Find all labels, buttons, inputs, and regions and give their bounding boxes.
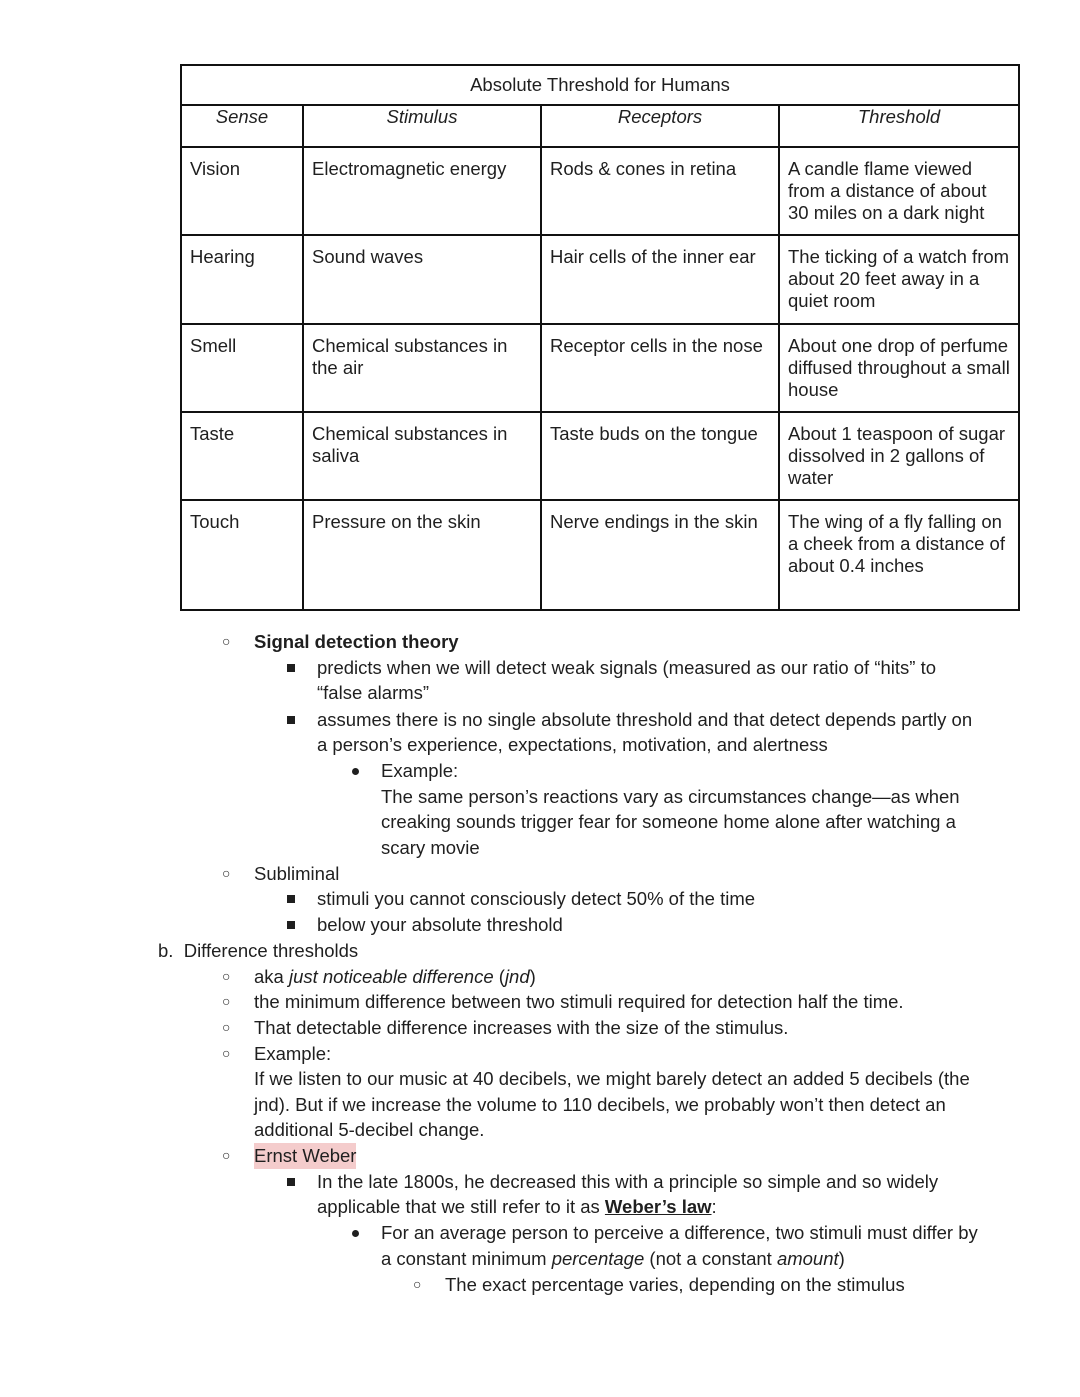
avg-term-amount: amount — [776, 1248, 839, 1269]
hollow-bullet-icon: ○ — [222, 1019, 231, 1035]
subliminal-point1: stimuli you cannot consciously detect 50% of the time — [317, 888, 756, 909]
hollow-bullet-icon: ○ — [413, 1276, 422, 1292]
header-receptors: Receptors — [541, 105, 779, 147]
threshold-cell: About one drop of perfume diffused throughout a small house — [779, 324, 1019, 412]
threshold-cell: About 1 teaspoon of sugar dissolved in 2 gallons of water — [779, 412, 1019, 500]
threshold-cell: The wing of a fly falling on a cheek from a distance of about 0.4 inches — [779, 500, 1019, 610]
sd-point2-line2: a person’s experience, expectations, motivation, and alertness — [317, 734, 828, 755]
hollow-bullet-icon: ○ — [222, 1147, 231, 1163]
header-stimulus: Stimulus — [303, 105, 541, 147]
weber-line2-prefix: applicable that we still refer to it as — [317, 1196, 605, 1217]
sense-cell: Hearing — [181, 235, 303, 324]
avg-term-percentage: percentage — [551, 1248, 645, 1269]
exact-percentage-line: The exact percentage varies, depending on the stimulus — [445, 1274, 905, 1295]
header-sense: Sense — [181, 105, 303, 147]
table-row — [181, 500, 1019, 610]
sd-example-label: Example: — [381, 760, 459, 781]
difference-example-line1: If we listen to our music at 40 decibels, we might barely detect an added 5 decibels (the — [254, 1068, 970, 1089]
sd-example-line1: The same person’s reactions vary as circumstances change—as when — [381, 786, 960, 807]
square-bullet-icon — [287, 921, 295, 929]
receptors-cell: Receptor cells in the nose — [541, 324, 779, 412]
webers-law-term: Weber’s law — [604, 1196, 712, 1217]
stimulus-cell: Chemical substances in saliva — [303, 412, 541, 500]
hollow-bullet-icon: ○ — [222, 993, 231, 1009]
stimulus-cell: Electromagnetic energy — [303, 147, 541, 235]
receptors-cell: Nerve endings in the skin — [541, 500, 779, 610]
weber-line1: In the late 1800s, he decreased this with a principle so simple and so widely — [317, 1171, 939, 1192]
stimulus-cell: Sound waves — [303, 235, 541, 324]
sense-cell: Taste — [181, 412, 303, 500]
dot-bullet-icon — [352, 1230, 359, 1237]
difference-example-line3: additional 5-decibel change. — [254, 1119, 485, 1140]
square-bullet-icon — [287, 716, 295, 724]
table-row — [181, 147, 1019, 235]
aka-open: ( — [493, 966, 505, 987]
avg-suffix: ) — [838, 1248, 845, 1269]
stimulus-cell: Chemical substances in the air — [303, 324, 541, 412]
square-bullet-icon — [287, 895, 295, 903]
sense-cell: Smell — [181, 324, 303, 412]
sd-example-line2: creaking sounds trigger fear for someone home alone after watching a — [381, 811, 956, 832]
subliminal-point2: below your absolute threshold — [317, 914, 563, 935]
difference-heading: b. Difference thresholds — [158, 940, 359, 961]
sd-point2-line1: assumes there is no single absolute threshold and that detect depends partly on — [317, 709, 973, 730]
aka-term: just noticeable difference — [288, 966, 494, 987]
aka-prefix: aka — [254, 966, 289, 987]
receptors-cell: Taste buds on the tongue — [541, 412, 779, 500]
avg-mid: (not a constant — [644, 1248, 777, 1269]
receptors-cell: Rods & cones in retina — [541, 147, 779, 235]
hollow-bullet-icon: ○ — [222, 968, 231, 984]
ernst-weber-highlight: Ernst Weber — [254, 1143, 356, 1169]
sd-point1-line1: predicts when we will detect weak signals (measured as our ratio of “hits” to — [317, 657, 936, 678]
threshold-cell: A candle flame viewed from a distance of about 30 miles on a dark night — [779, 147, 1019, 235]
sd-example-line3: scary movie — [381, 837, 480, 858]
square-bullet-icon — [287, 664, 295, 672]
table-row — [181, 235, 1019, 324]
square-bullet-icon — [287, 1178, 295, 1186]
aka-close: ) — [529, 966, 536, 987]
table-caption: Absolute Threshold for Humans — [181, 65, 1019, 105]
weber-line2 — [317, 1194, 717, 1220]
receptors-cell: Hair cells of the inner ear — [541, 235, 779, 324]
dot-bullet-icon — [352, 768, 359, 775]
threshold-cell: The ticking of a watch from about 20 feet away in a quiet room — [779, 235, 1019, 324]
stimulus-cell: Pressure on the skin — [303, 500, 541, 610]
table-row — [181, 324, 1019, 412]
hollow-bullet-icon: ○ — [222, 633, 231, 649]
subliminal-title: Subliminal — [254, 863, 340, 884]
sense-cell: Touch — [181, 500, 303, 610]
difference-point2: the minimum difference between two stimuli required for detection half the time. — [254, 991, 904, 1012]
hollow-bullet-icon: ○ — [222, 1045, 231, 1061]
header-threshold: Threshold — [779, 105, 1019, 147]
sense-cell: Vision — [181, 147, 303, 235]
difference-example-line2: jnd). But if we increase the volume to 110 decibels, we probably won’t then detect an — [254, 1094, 946, 1115]
aka-abbr: jnd — [504, 966, 530, 987]
absolute-threshold-table — [180, 64, 1020, 611]
average-person-line2 — [381, 1246, 845, 1272]
aka-line — [254, 964, 536, 990]
difference-example-label: Example: — [254, 1043, 332, 1064]
avg-prefix: a constant minimum — [381, 1248, 552, 1269]
average-person-line1: For an average person to perceive a difference, two stimuli must differ by — [381, 1222, 978, 1243]
table-row — [181, 412, 1019, 500]
sd-point1-line2: “false alarms” — [317, 682, 430, 703]
signal-detection-title: Signal detection theory — [254, 631, 459, 652]
hollow-bullet-icon: ○ — [222, 865, 231, 881]
difference-point3: That detectable difference increases with the size of the stimulus. — [254, 1017, 789, 1038]
weber-line2-suffix: : — [711, 1196, 717, 1217]
